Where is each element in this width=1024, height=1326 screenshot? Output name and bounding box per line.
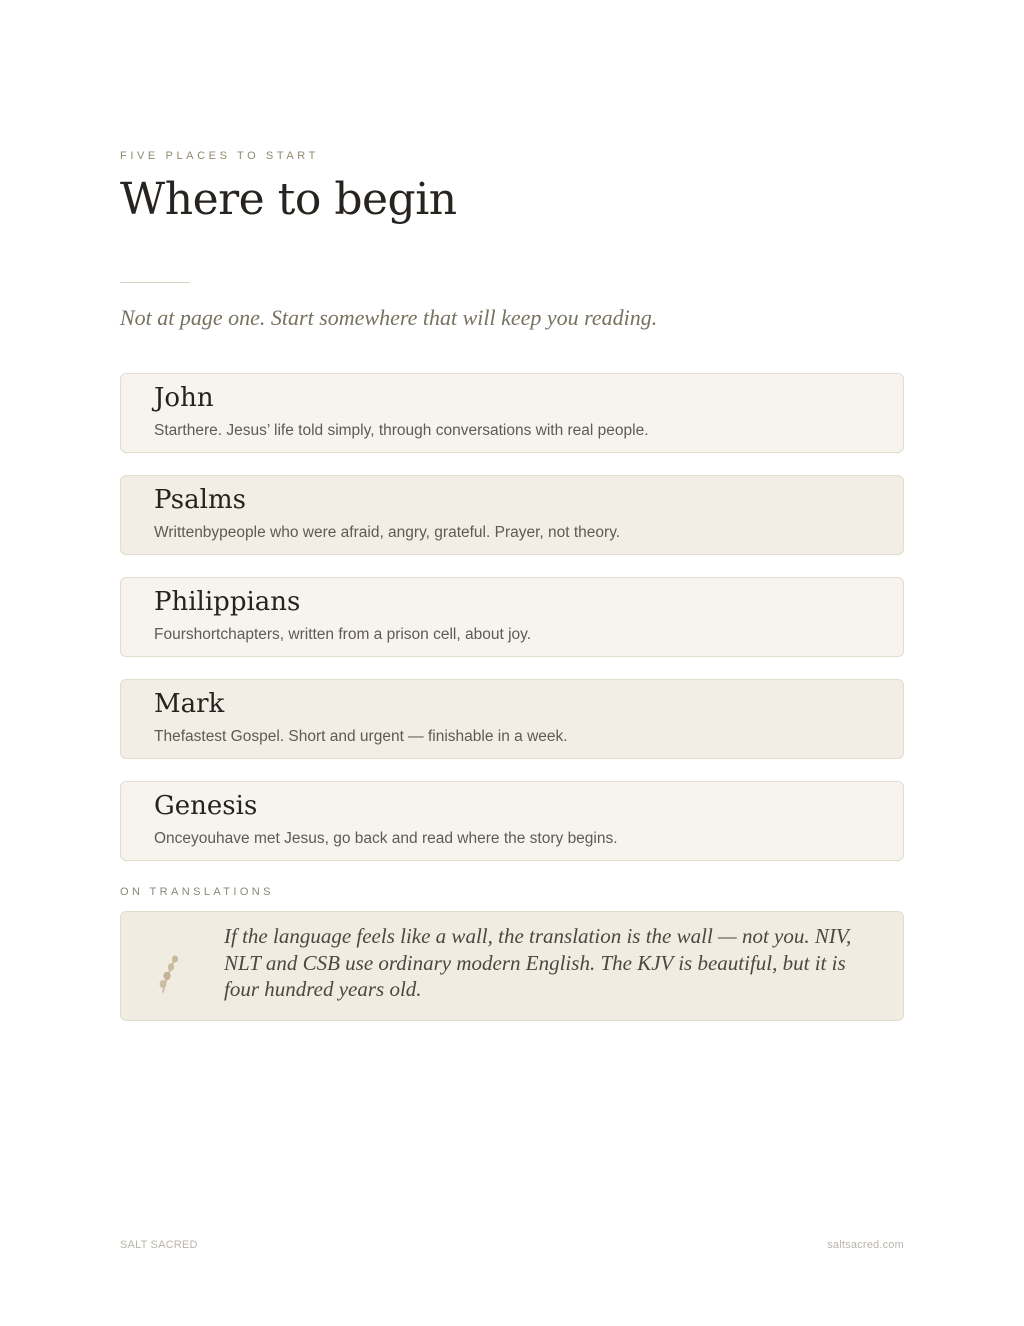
book-title: Genesis [154,791,258,821]
book-card-john [120,373,904,453]
book-title: Mark [154,689,225,719]
book-title: Philippians [154,587,301,617]
book-card-philippians [120,577,904,657]
translations-text: If the language feels like a wall, the translation is the wall — not you. NIV, NLT and CSB use ordinary modern English. The KJV is beautiful, but it is four hundred years old. [224,924,852,1001]
sprig-icon [153,952,183,996]
book-description: Starthere. Jesus’ life told simply, through conversations with real people. [154,422,649,439]
book-list [120,373,904,883]
translations-note [120,911,904,1021]
page-subtitle: Not at page one. Start somewhere that will keep you reading. [120,305,658,330]
book-card-mark [120,679,904,759]
translations-label: ON TRANSLATIONS [120,886,274,898]
book-title: Psalms [154,485,246,515]
title-divider [120,282,190,283]
book-description: Fourshortchapters, written from a prison cell, about joy. [154,626,532,643]
book-card-psalms [120,475,904,555]
page-title: Where to begin [120,174,457,225]
book-title: John [154,383,214,413]
book-description: Writtenbypeople who were afraid, angry, grateful. Prayer, not theory. [154,524,621,541]
book-description: Thefastest Gospel. Short and urgent — finishable in a week. [154,728,568,745]
footer-website-link[interactable]: saltsacred.com [827,1239,904,1251]
book-description: Onceyouhave met Jesus, go back and read where the story begins. [154,830,618,847]
footer-brand: SALT SACRED [120,1239,198,1251]
book-card-genesis [120,781,904,861]
eyebrow-label: FIVE PLACES TO START [120,150,319,162]
